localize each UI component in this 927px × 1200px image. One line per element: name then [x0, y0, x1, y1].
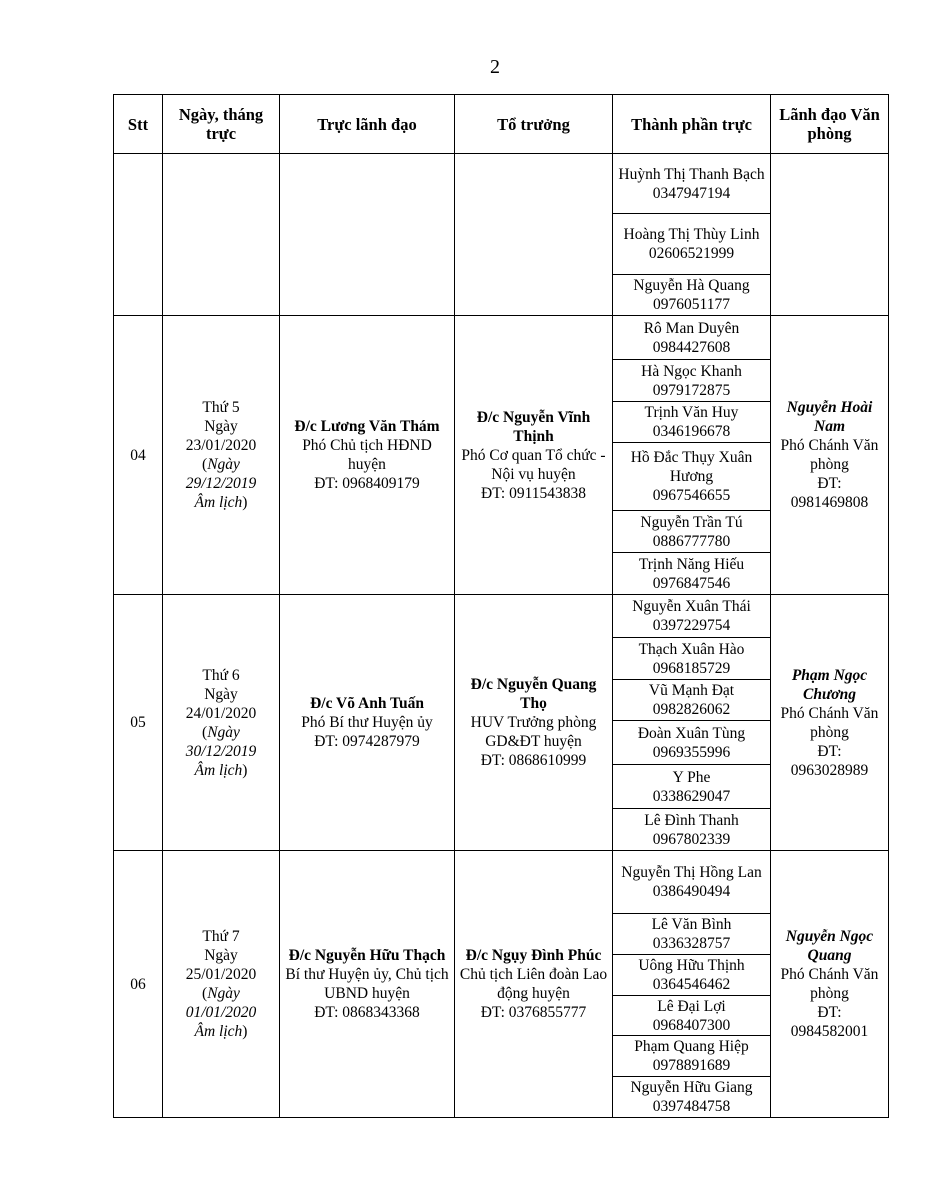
leader-title: Bí thư Huyện ủy, Chủ tịch UBND huyện: [285, 966, 449, 1002]
lunar-suffix-line: [165, 493, 277, 512]
lunar-open-paren: (: [202, 723, 208, 741]
date-cell: [163, 595, 280, 851]
weekday: Thứ 6: [202, 666, 240, 684]
leader-name: Đ/c Lương Văn Thám: [294, 418, 440, 435]
solar-date: 24/01/2020: [185, 704, 257, 722]
office-lead-cell: [771, 316, 889, 595]
empty-cell-team-lead: [455, 154, 613, 316]
member-name: Lê Văn Bình: [651, 916, 732, 933]
office-lead-title: Phó Chánh Văn phòng: [780, 704, 879, 741]
team-lead-title: HUV Trưởng phòng GD&ĐT huyện: [470, 714, 597, 750]
member-name: Hoàng Thị Thùy Linh: [623, 226, 760, 243]
member-phone: 0978891689: [652, 1057, 731, 1074]
member-phone: 0968407300: [652, 1016, 731, 1034]
lunar-line: [165, 455, 277, 474]
office-lead-phone-label: ĐT:: [817, 742, 842, 760]
member-phone: 0336328757: [652, 935, 731, 952]
team-lead-phone: ĐT: 0868610999: [480, 752, 587, 769]
stt-cell: 04: [114, 316, 163, 595]
member-phone: 0982826062: [652, 701, 731, 718]
member-phone: 0967546655: [652, 487, 731, 504]
leader-phone: ĐT: 0868343368: [314, 1004, 420, 1021]
member-cell: [613, 1077, 771, 1118]
member-cell: [613, 765, 771, 809]
member-name: Lê Đình Thanh: [644, 811, 739, 829]
member-phone: 0968185729: [652, 659, 731, 677]
office-lead-cell: [771, 595, 889, 851]
member-name: Nguyễn Xuân Thái: [632, 598, 751, 615]
lunar-close-paren: ): [242, 1023, 248, 1040]
header-office-lead: Lãnh đạo Văn phòng: [771, 95, 889, 154]
member-name: Nguyễn Hữu Giang: [630, 1079, 753, 1096]
member-cell: [613, 955, 771, 996]
empty-cell-date: [163, 154, 280, 316]
member-name: Huỳnh Thị Thanh Bạch: [618, 165, 765, 183]
lunar-word: Ngày: [207, 723, 240, 741]
member-name: Hà Ngọc Khanh: [641, 362, 742, 380]
lunar-suffix-line: [165, 761, 277, 780]
office-lead-phone: 0963028989: [790, 761, 869, 779]
weekday: Thứ 5: [202, 399, 240, 416]
member-phone: 0338629047: [652, 787, 731, 805]
lunar-suffix: Âm lịch: [194, 1023, 243, 1040]
lunar-open-paren: (: [202, 456, 208, 473]
office-lead-phone: 0984582001: [790, 1023, 869, 1040]
member-name: Rô Man Duyên: [643, 319, 740, 337]
member-cell: [613, 996, 771, 1036]
lunar-date: 30/12/2019: [185, 742, 257, 760]
office-lead-phone-label: ĐT:: [817, 475, 842, 492]
empty-cell-stt: [114, 154, 163, 316]
lunar-suffix-line: [165, 1022, 277, 1041]
leader-cell: [280, 595, 455, 851]
leader-title: Phó Bí thư Huyện ủy: [301, 714, 433, 731]
office-lead-title: Phó Chánh Văn phòng: [780, 966, 879, 1002]
member-cell: [613, 851, 771, 914]
office-lead-title: Phó Chánh Văn phòng: [780, 437, 879, 473]
header-members: Thành phần trực: [613, 95, 771, 154]
leader-phone: ĐT: 0974287979: [314, 733, 420, 750]
member-name: Vũ Mạnh Đạt: [648, 682, 735, 699]
lunar-suffix: Âm lịch: [194, 761, 243, 779]
member-phone: 0969355996: [652, 743, 731, 761]
day-label: Ngày: [204, 418, 238, 435]
member-cell: [613, 914, 771, 955]
team-lead-title: Phó Cơ quan Tổ chức - Nội vụ huyện: [461, 446, 606, 483]
page-number: 2: [490, 56, 500, 78]
member-cell: [613, 360, 771, 402]
member-phone: 0397229754: [652, 617, 731, 634]
office-lead-name: Nguyễn Ngọc Quang: [785, 928, 874, 964]
header-stt: Stt: [114, 95, 163, 154]
lunar-word: Ngày: [207, 456, 240, 473]
member-phone: 0397484758: [652, 1098, 731, 1115]
member-name: Hồ Đắc Thụy Xuân Hương: [630, 449, 753, 485]
date-cell: [163, 851, 280, 1118]
member-name: Phạm Quang Hiệp: [634, 1038, 749, 1055]
member-phone: 0984427608: [652, 338, 731, 356]
member-name: Y Phe: [672, 768, 711, 786]
team-lead-cell: [455, 851, 613, 1118]
lunar-date: 29/12/2019: [185, 475, 257, 492]
team-lead-cell: [455, 595, 613, 851]
member-phone: 0347947194: [652, 184, 731, 202]
member-name: Nguyễn Hà Quang: [633, 277, 750, 294]
day-label: Ngày: [204, 685, 238, 703]
member-phone: 0346196678: [652, 423, 731, 440]
team-lead-name: Đ/c Ngụy Đình Phúc: [465, 947, 602, 964]
header-leader: Trực lãnh đạo: [280, 95, 455, 154]
member-name: Thạch Xuân Hào: [638, 640, 745, 658]
member-cell: [613, 275, 771, 316]
lunar-suffix: Âm lịch: [194, 494, 243, 511]
office-lead-name: Phạm Ngọc Chương: [791, 666, 868, 703]
member-cell: [613, 680, 771, 721]
member-name: Trịnh Văn Huy: [644, 404, 739, 421]
table-row: [114, 154, 889, 214]
member-name: Lê Đại Lợi: [657, 997, 726, 1015]
lunar-close-paren: ): [242, 494, 248, 511]
team-lead-name: Đ/c Nguyễn Quang Thọ: [470, 676, 597, 712]
weekday: Thứ 7: [202, 928, 240, 945]
table-row: [114, 851, 889, 914]
member-cell: [613, 809, 771, 851]
member-phone: 0976847546: [652, 574, 731, 592]
team-lead-phone: ĐT: 0911543838: [481, 484, 586, 502]
leader-phone: ĐT: 0968409179: [314, 475, 420, 492]
office-lead-phone: 0981469808: [790, 494, 869, 511]
member-cell: [613, 595, 771, 638]
office-lead-cell: [771, 851, 889, 1118]
member-name: Uông Hữu Thịnh: [638, 957, 745, 974]
lunar-line: [165, 984, 277, 1003]
member-phone: 0386490494: [652, 883, 731, 900]
duty-schedule-table: [113, 94, 889, 1118]
member-phone: 0886777780: [652, 532, 731, 550]
member-name: Trịnh Năng Hiếu: [638, 555, 745, 573]
lunar-close-paren: ): [242, 761, 248, 779]
leader-name: Đ/c Võ Anh Tuấn: [310, 695, 424, 712]
member-cell: [613, 154, 771, 214]
lunar-date: 01/01/2020: [185, 1004, 257, 1021]
stt-cell: 06: [114, 851, 163, 1118]
member-phone: 0967802339: [652, 830, 731, 848]
member-cell: [613, 638, 771, 680]
office-lead-phone-label: ĐT:: [817, 1004, 842, 1021]
header-date: Ngày, tháng trực: [163, 95, 280, 154]
member-cell: [613, 1036, 771, 1077]
member-cell: [613, 214, 771, 275]
solar-date: 23/01/2020: [185, 437, 257, 454]
empty-cell-office-lead: [771, 154, 889, 316]
solar-date: 25/01/2020: [185, 966, 257, 983]
day-label: Ngày: [204, 947, 238, 964]
office-lead-name: Nguyễn Hoài Nam: [786, 399, 873, 435]
team-lead-title: Chủ tịch Liên đoàn Lao động huyện: [459, 966, 608, 1002]
member-phone: 0976051177: [653, 296, 730, 313]
table-row: [114, 595, 889, 638]
member-phone: 0364546462: [652, 976, 731, 993]
lunar-line: [165, 723, 277, 742]
lunar-open-paren: (: [202, 985, 208, 1002]
team-lead-name: Đ/c Nguyễn Vĩnh Thịnh: [476, 408, 591, 445]
member-name: Nguyễn Trần Tú: [640, 513, 743, 531]
member-name: Nguyễn Thị Hồng Lan: [621, 864, 762, 881]
team-lead-phone: ĐT: 0376855777: [480, 1004, 587, 1021]
header-team-lead: Tổ trưởng: [455, 95, 613, 154]
leader-title: Phó Chủ tịch HĐND huyện: [302, 437, 432, 473]
team-lead-cell: [455, 316, 613, 595]
date-cell: [163, 316, 280, 595]
stt-cell: 05: [114, 595, 163, 851]
member-phone: 02606521999: [648, 245, 735, 262]
member-cell: [613, 721, 771, 765]
leader-name: Đ/c Nguyễn Hữu Thạch: [288, 947, 446, 964]
leader-cell: [280, 316, 455, 595]
member-cell: [613, 443, 771, 511]
leader-cell: [280, 851, 455, 1118]
lunar-word: Ngày: [207, 985, 240, 1002]
member-cell: [613, 402, 771, 443]
member-cell: [613, 553, 771, 595]
member-name: Đoàn Xuân Tùng: [637, 724, 746, 742]
member-phone: 0979172875: [652, 381, 731, 399]
table-row: [114, 316, 889, 360]
table-header-row: [114, 95, 889, 154]
member-cell: [613, 316, 771, 360]
member-cell: [613, 511, 771, 553]
empty-cell-leader: [280, 154, 455, 316]
